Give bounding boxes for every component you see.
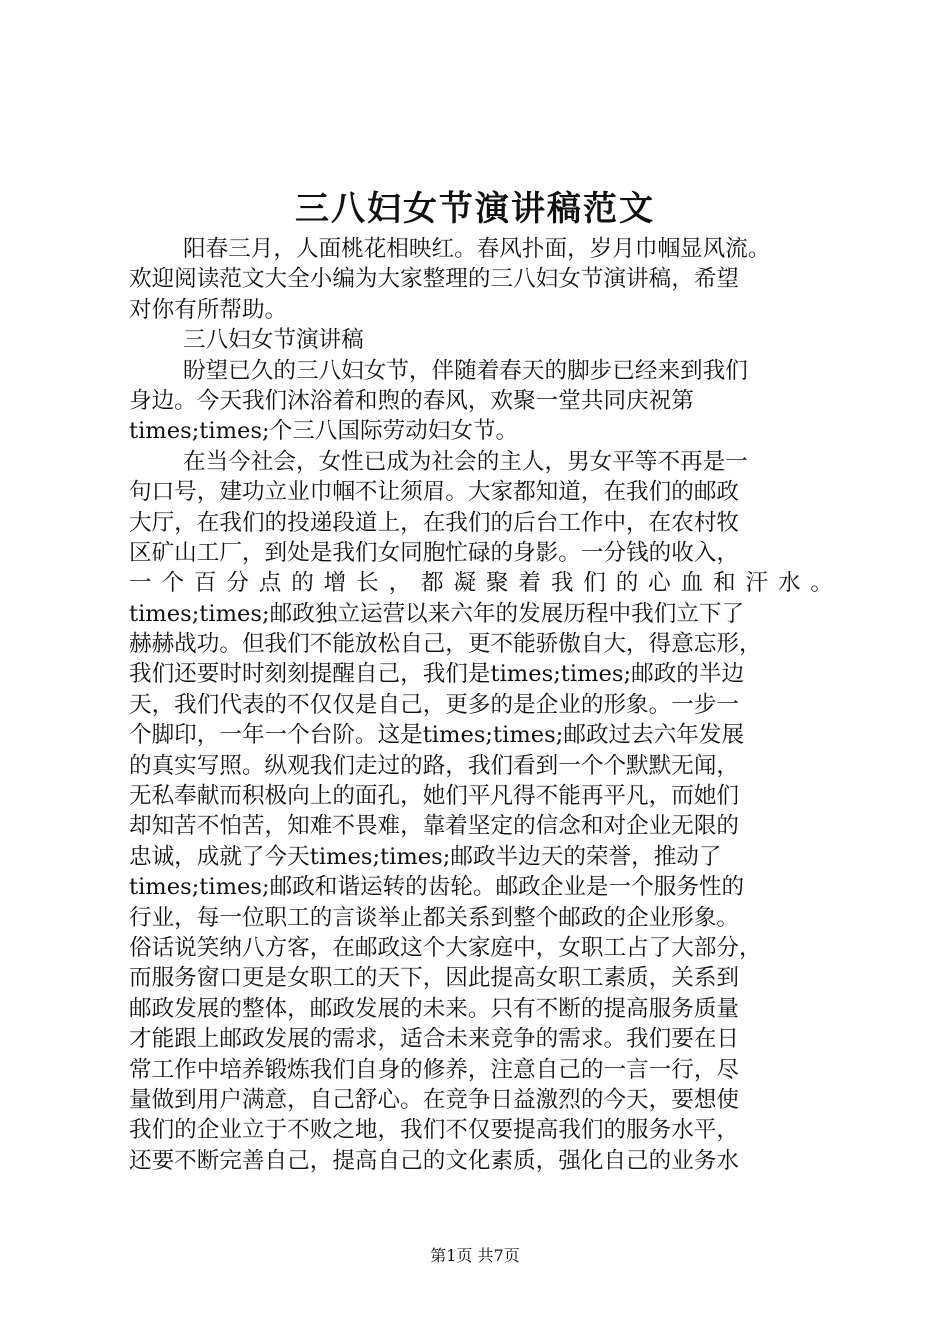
paragraph-line: 一个百分点的增长，都凝聚着我们的心血和汗水。 [129, 570, 833, 597]
paragraph-line: 才能跟上邮政发展的需求，适合未来竞争的需求。我们要在日 [129, 1026, 740, 1053]
paragraph-line: 句口号，建功立业巾帼不让须眉。大家都知道，在我们的邮政 [129, 479, 740, 506]
paragraph-line: 而服务窗口更是女职工的天下，因此提高女职工素质，关系到 [129, 965, 740, 992]
paragraph-line: 俗话说笑纳八方客，在邮政这个大家庭中，女职工占了大部分， [129, 934, 762, 961]
paragraph-line: 常工作中培养锻炼我们自身的修养，注意自己的一言一行，尽 [129, 1056, 740, 1083]
paragraph-line: 对你有所帮助。 [129, 296, 288, 323]
paragraph-line: 个脚印，一年一个台阶。这是times;times;邮政过去六年发展 [129, 722, 745, 749]
paragraph-line: 赫赫战功。但我们不能放松自己，更不能骄傲自大，得意忘形， [129, 631, 762, 658]
paragraph-line: 欢迎阅读范文大全小编为大家整理的三八妇女节演讲稿，希望 [129, 266, 740, 293]
paragraph-line: 我们还要时时刻刻提醒自己，我们是times;times;邮政的半边 [129, 661, 745, 688]
paragraph-line: 身边。今天我们沐浴着和煦的春风，欢聚一堂共同庆祝第 [129, 387, 694, 414]
paragraph-line: 还要不断完善自己，提高自己的文化素质，强化自己的业务水 [129, 1147, 740, 1174]
paragraph-line: 大厅，在我们的投递段道上，在我们的后台工作中，在农村牧 [129, 509, 740, 536]
paragraph-line: 我们的企业立于不败之地，我们不仅要提高我们的服务水平， [129, 1117, 740, 1144]
document-body [129, 234, 833, 1176]
paragraph-line: 盼望已久的三八妇女节，伴随着春天的脚步已经来到我们 [183, 357, 748, 384]
page-title: 三八妇女节演讲稿范文 [295, 189, 655, 229]
paragraph-line: 行业，每一位职工的言谈举止都关系到整个邮政的企业形象。 [129, 904, 740, 931]
paragraph-line: times;times;邮政独立运营以来六年的发展历程中我们立下了 [129, 600, 745, 627]
page-number-footer: 第1页 共7页 [430, 1246, 520, 1265]
subheading: 三八妇女节演讲稿 [183, 327, 364, 354]
paragraph-line: 却知苦不怕苦，知难不畏难，靠着坚定的信念和对企业无限的 [129, 813, 740, 840]
paragraph-line: 阳春三月，人面桃花相映红。春风扑面，岁月巾帼显风流。 [183, 236, 771, 262]
paragraph-line: 区矿山工厂，到处是我们女同胞忙碌的身影。一分钱的收入， [129, 539, 740, 566]
paragraph-line: times;times;个三八国际劳动妇女节。 [129, 418, 519, 445]
paragraph-line: times;times;邮政和谐运转的齿轮。邮政企业是一个服务性的 [129, 874, 745, 901]
paragraph-line: 无私奉献而积极向上的面孔，她们平凡得不能再平凡，而她们 [129, 783, 740, 810]
paragraph-line: 邮政发展的整体，邮政发展的未来。只有不断的提高服务质量 [129, 995, 740, 1022]
paragraph-line: 在当今社会，女性已成为社会的主人，男女平等不再是一 [183, 448, 748, 475]
paragraph-line: 天，我们代表的不仅仅是自己，更多的是企业的形象。一步一 [129, 691, 740, 718]
paragraph-line: 忠诚，成就了今天times;times;邮政半边天的荣誉，推动了 [129, 843, 722, 870]
paragraph-line: 的真实写照。纵观我们走过的路，我们看到一个个默默无闻， [129, 752, 740, 779]
paragraph-line: 量做到用户满意，自己舒心。在竞争日益激烈的今天，要想使 [129, 1086, 740, 1113]
